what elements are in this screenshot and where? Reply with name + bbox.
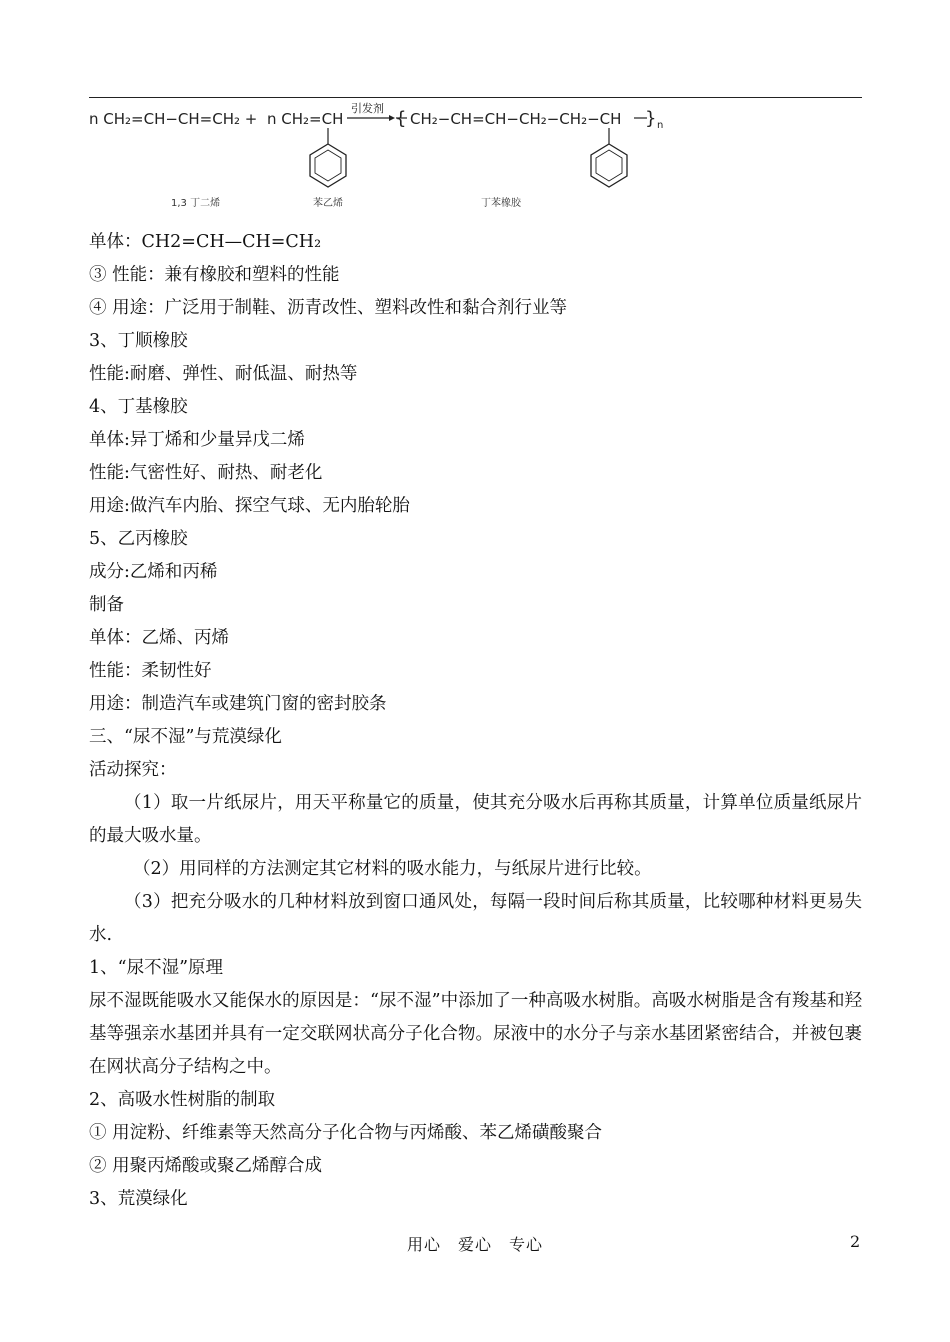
bracket-right: }: [645, 108, 657, 129]
epdm-preparation: 制备: [89, 595, 124, 615]
epdm-property: 性能：柔韧性好: [89, 661, 212, 681]
bracket-left: {: [395, 108, 407, 129]
section-3-heading: 3、荒漠绿化: [89, 1189, 188, 1209]
label-rubber: 丁苯橡胶: [481, 198, 521, 209]
epdm-usage: 用途：制造汽车或建筑门窗的密封胶条: [89, 694, 387, 714]
section-2-item-2: ② 用聚丙烯酸或聚乙烯醇合成: [89, 1156, 323, 1176]
section-three-heading: 三、“尿不湿”与荒漠绿化: [89, 727, 282, 747]
document-body: [89, 226, 862, 1216]
section-2-heading: 2、高吸水性树脂的制取: [89, 1090, 276, 1110]
activity-item-1: （1）取一片纸尿片，用天平称量它的质量，使其充分吸水后再称其质量，计算单位质量纸尿片的最大吸水量。: [89, 793, 862, 846]
activity-item-2: （2）用同样的方法测定其它材料的吸水能力，与纸尿片进行比较。: [133, 859, 652, 879]
butyl-rubber-usage: 用途:做汽车内胎、探空气球、无内胎轮胎: [89, 496, 410, 516]
product-formula: CH₂−CH=CH−CH₂−CH₂−CH: [410, 110, 622, 128]
reactant-butadiene: n CH₂=CH−CH=CH₂ +: [89, 110, 258, 128]
heading-epdm-rubber: 5、乙丙橡胶: [89, 529, 188, 549]
product-subscript: n: [657, 120, 664, 131]
activity-heading: 活动探究：: [89, 760, 177, 780]
section-2-item-1: ① 用淀粉、纤维素等天然高分子化合物与丙烯酸、苯乙烯磺酸聚合: [89, 1123, 603, 1143]
reaction-diagram: [89, 100, 862, 215]
epdm-monomer: 单体：乙烯、丙烯: [89, 628, 229, 648]
property-line: ③ 性能：兼有橡胶和塑料的性能: [89, 265, 340, 285]
polymerization-equation: [89, 100, 862, 215]
reactant-styrene: n CH₂=CH: [267, 110, 344, 128]
butadiene-rubber-property: 性能:耐磨、弹性、耐低温、耐热等: [89, 364, 358, 384]
section-1-heading: 1、“尿不湿”原理: [89, 958, 224, 978]
butyl-rubber-monomer: 单体:异丁烯和少量异戊二烯: [89, 430, 305, 450]
activity-item-3: （3）把充分吸水的几种材料放到窗口通风处，每隔一段时间后称其质量，比较哪种材料更易失水.: [89, 892, 862, 945]
header-rule: [89, 97, 862, 98]
page-number: 2: [850, 1232, 861, 1251]
epdm-composition: 成分:乙烯和丙稀: [89, 562, 218, 582]
usage-line: ④ 用途：广泛用于制鞋、沥青改性、塑料改性和黏合剂行业等: [89, 298, 568, 318]
footer-motto: 用心 爱心 专心: [406, 1235, 543, 1254]
label-butadiene: 1,3 丁二烯: [171, 198, 221, 209]
label-styrene: 苯乙烯: [313, 198, 343, 209]
styrene-ring-inner: [315, 150, 341, 181]
section-1-body: 尿不湿既能吸水又能保水的原因是：“尿不湿”中添加了一种高吸水树脂。高吸水树脂是含有羧基和羟基等强亲水基团并具有一定交联网状高分子化合物。尿液中的水分子与亲水基团紧密结合，并被包裹在网状高分子结构之中。: [89, 991, 862, 1077]
heading-butadiene-rubber: 3、丁顺橡胶: [89, 331, 188, 351]
butyl-rubber-property: 性能:气密性好、耐热、耐老化: [89, 463, 323, 483]
monomer-line: 单体：CH2=CH—CH=CH₂: [89, 232, 322, 252]
heading-butyl-rubber: 4、丁基橡胶: [89, 397, 188, 417]
arrow-label: 引发剂: [351, 102, 384, 115]
product-ring-inner: [596, 150, 622, 181]
